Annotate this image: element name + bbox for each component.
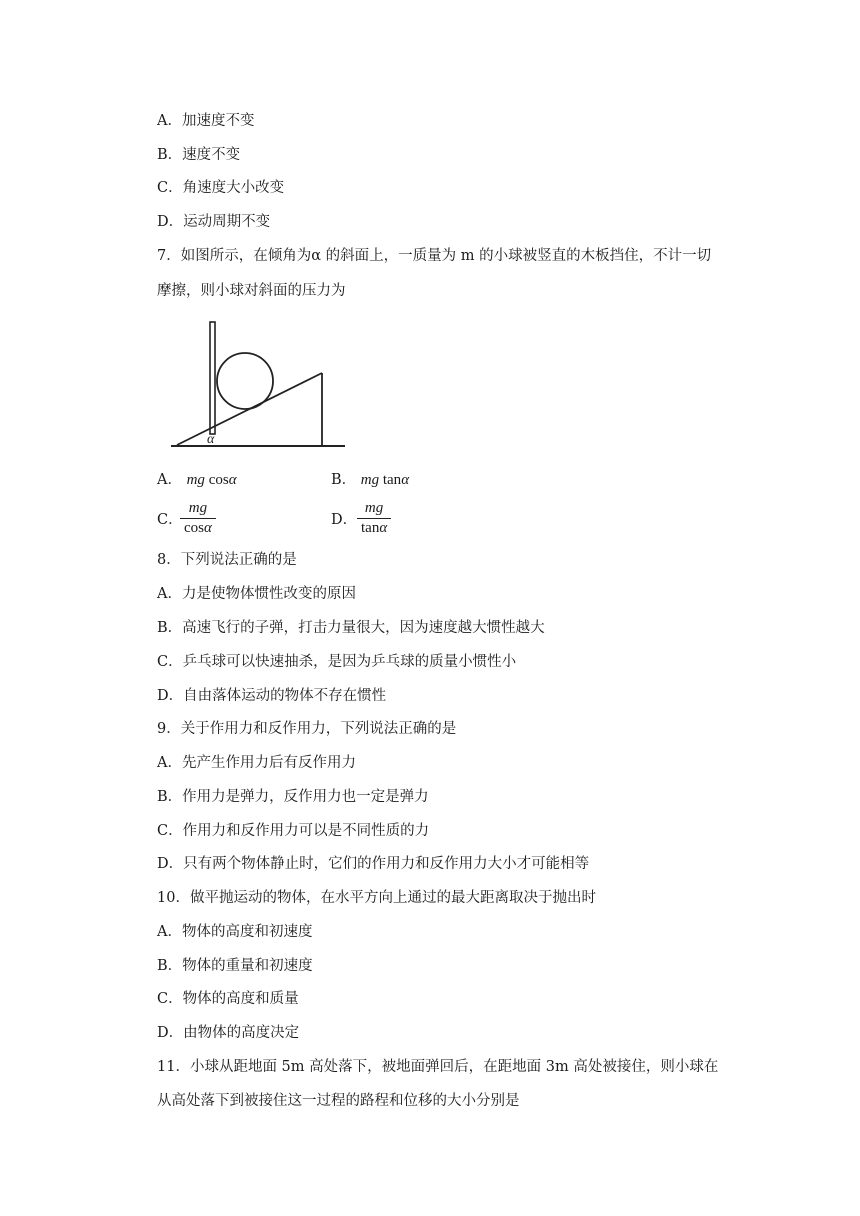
- q9-stem: 9．关于作用力和反作用力，下列说法正确的是: [157, 721, 457, 737]
- q7-option-c-fraction: mg cosα: [180, 500, 216, 537]
- q9-option-b: B．作用力是弹力，反作用力也一定是弹力: [157, 789, 429, 805]
- q10-option-a: A．物体的高度和初速度: [157, 924, 313, 940]
- q6-option-d: D．运动周期不变: [157, 214, 271, 230]
- q8-option-c: C．乒乓球可以快速抽杀，是因为乒乓球的质量小惯性小: [157, 654, 517, 670]
- alpha-label: α: [207, 432, 215, 447]
- q7-option-c-label: C．: [157, 512, 183, 528]
- q7-stem-line1: 7．如图所示，在倾角为α 的斜面上，一质量为 m 的小球被竖直的木板挡住，不计一切: [157, 248, 712, 264]
- q11-stem-line2: 从高处落下到被接住这一过程的路程和位移的大小分别是: [157, 1093, 520, 1109]
- q6-option-c: C．角速度大小改变: [157, 180, 285, 196]
- vertical-board: [210, 322, 215, 434]
- q10-option-b: B．物体的重量和初速度: [157, 958, 313, 974]
- q9-option-c: C．作用力和反作用力可以是不同性质的力: [157, 823, 430, 839]
- q8-option-b: B．高速飞行的子弹，打击力量很大，因为速度越大惯性越大: [157, 620, 545, 636]
- q6-option-b: B．速度不变: [157, 147, 241, 163]
- q6-option-a: A．加速度不变: [157, 113, 255, 129]
- q10-option-c: C．物体的高度和质量: [157, 991, 299, 1007]
- q10-option-d: D．由物体的高度决定: [157, 1025, 300, 1041]
- q10-stem: 10．做平抛运动的物体，在水平方向上通过的最大距离取决于抛出时: [157, 890, 596, 906]
- q7-option-d-label: D．: [331, 512, 358, 528]
- q8-stem: 8．下列说法正确的是: [157, 552, 297, 568]
- ball: [217, 353, 273, 409]
- incline-ball-figure: [157, 318, 349, 454]
- q9-option-a: A．先产生作用力后有反作用力: [157, 755, 356, 771]
- q8-option-a: A．力是使物体惯性改变的原因: [157, 586, 356, 602]
- q11-stem-line1: 11．小球从距地面 5m 高处落下，被地面弹回后，在距地面 3m 高处被接住，则小球在: [157, 1059, 719, 1075]
- q7-option-d-fraction: mg tanα: [357, 500, 391, 537]
- q7-stem-line2: 摩擦，则小球对斜面的压力为: [157, 283, 346, 299]
- q7-option-b: B． mg tanα: [331, 472, 410, 488]
- q8-option-d: D．自由落体运动的物体不存在惯性: [157, 688, 387, 704]
- q9-option-d: D．只有两个物体静止时，它们的作用力和反作用力大小才可能相等: [157, 856, 590, 872]
- q7-option-a: A． mg cosα: [157, 472, 237, 488]
